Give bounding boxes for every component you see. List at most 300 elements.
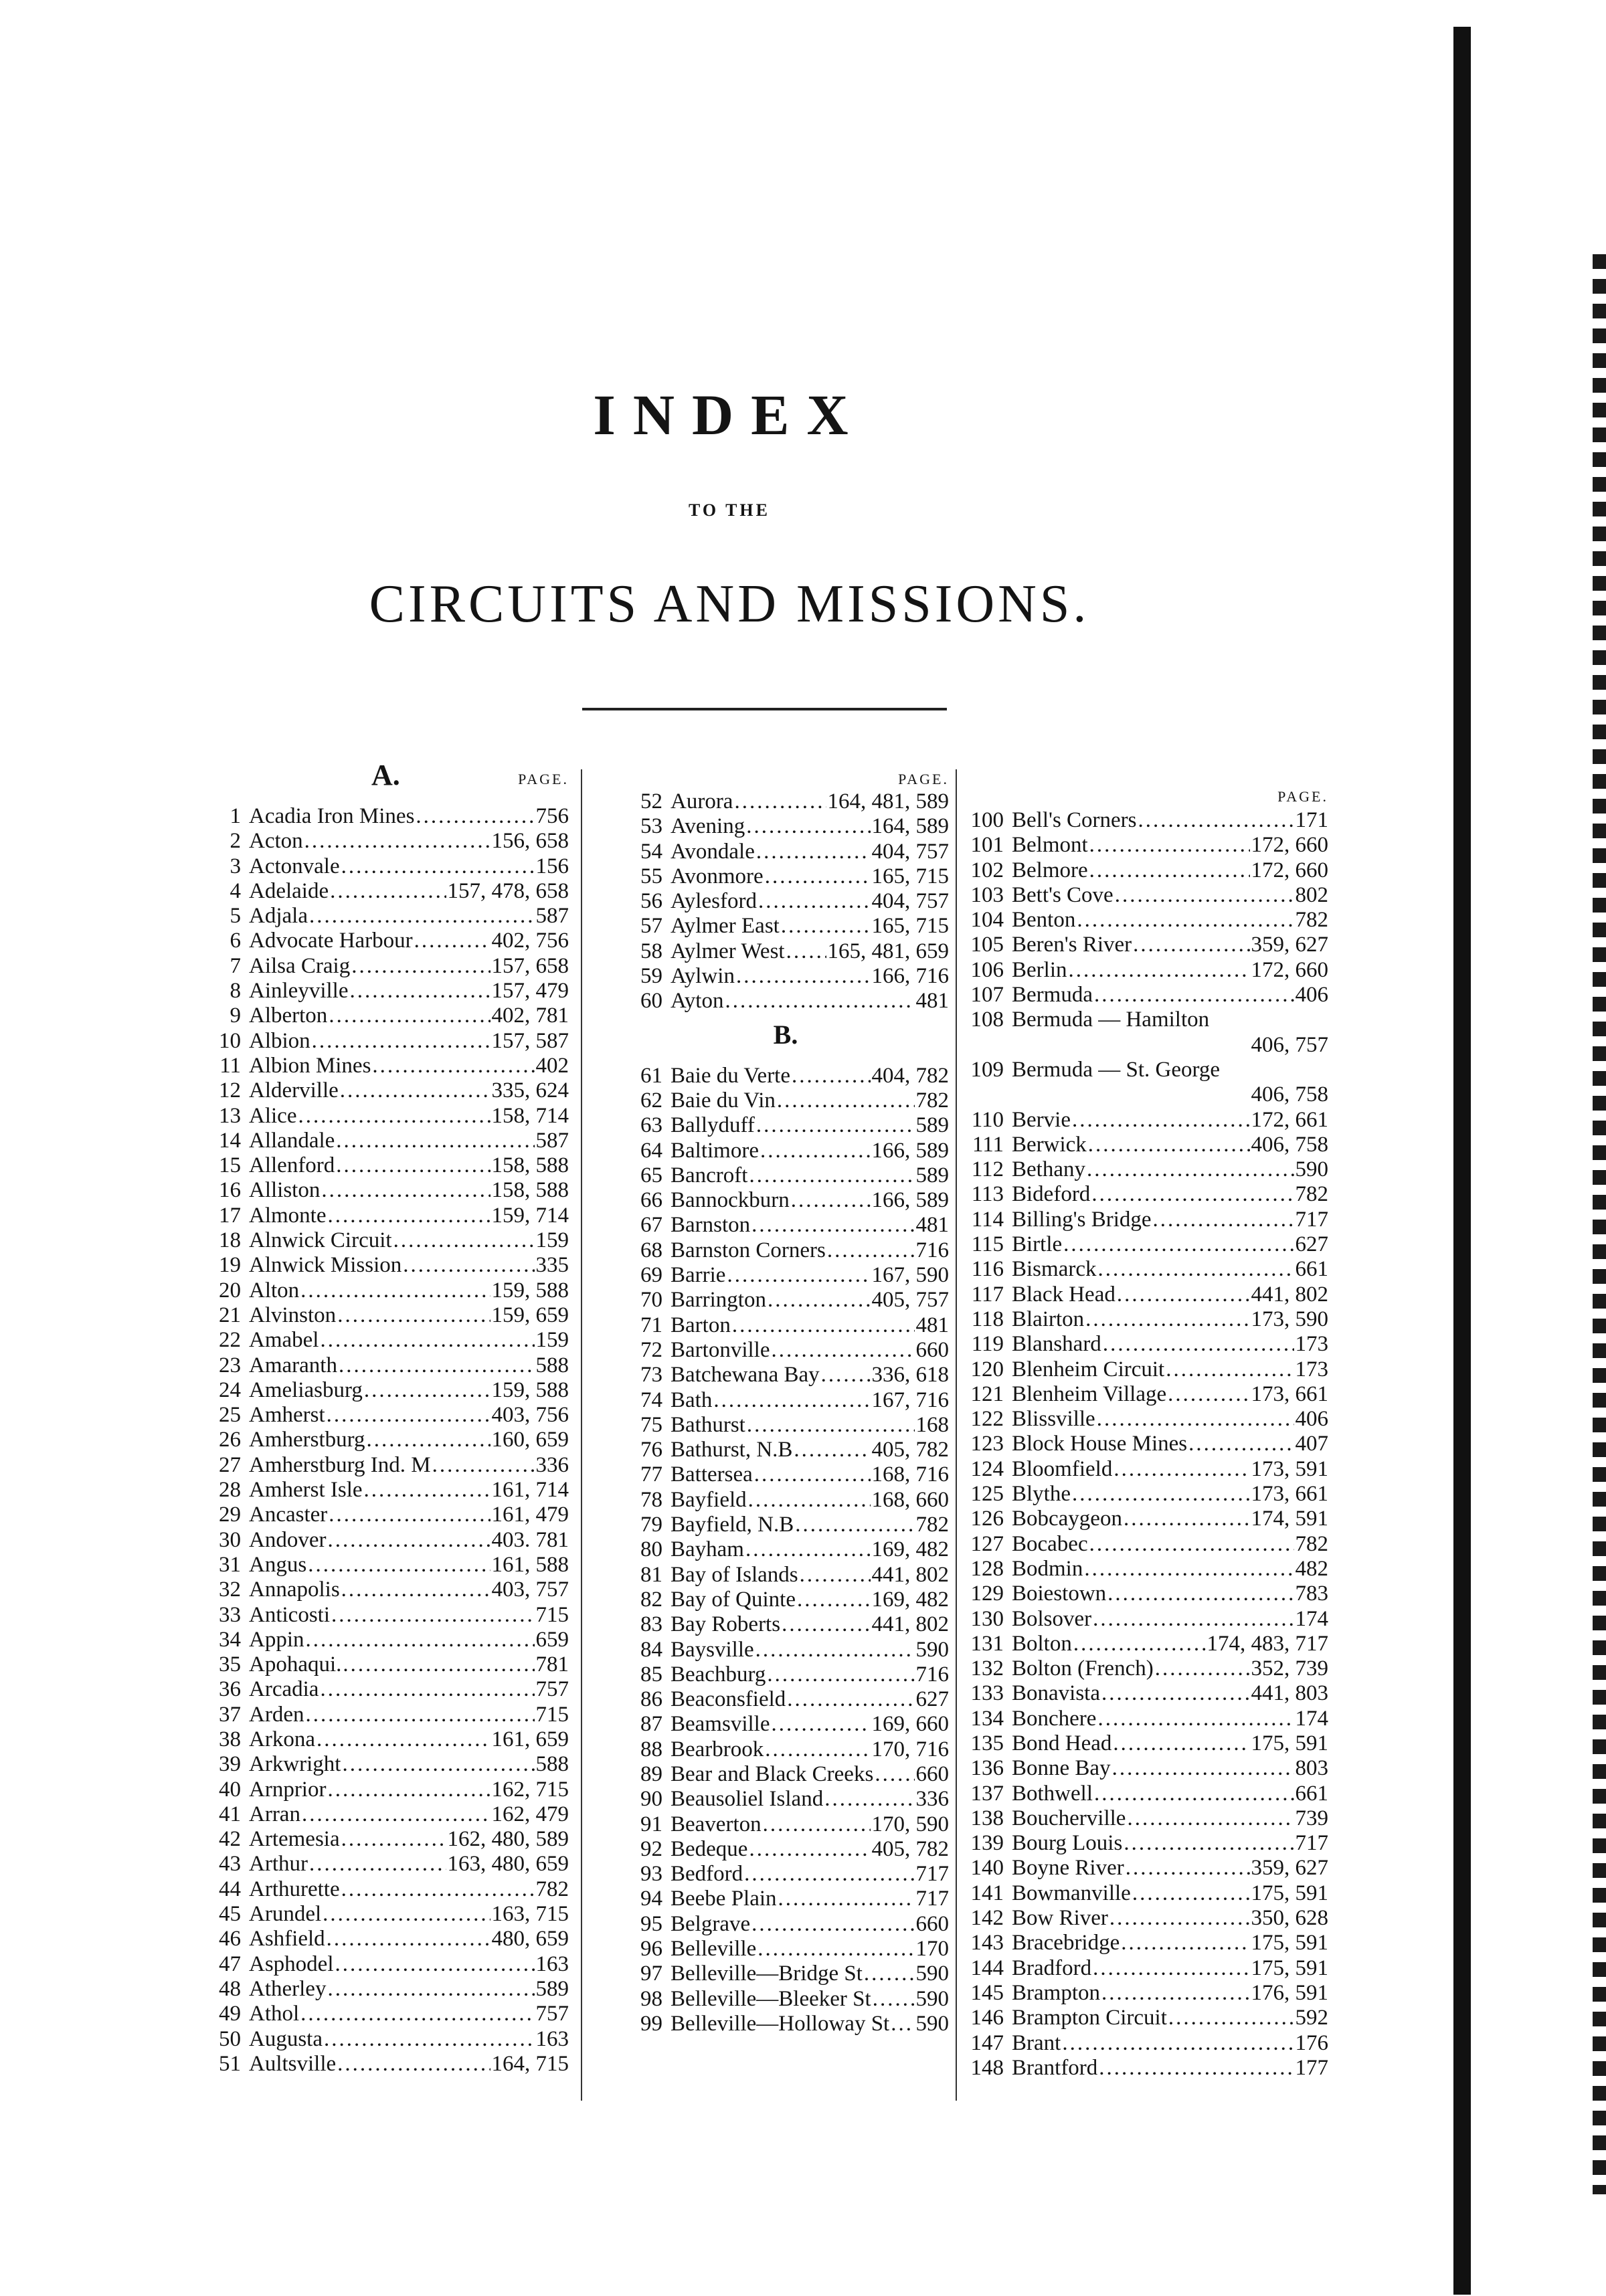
leader-dots [765,864,871,889]
entry-place-name: Baie du Verte [671,1063,791,1088]
entry-page-numbers: 175, 591 [1251,1931,1328,1955]
entry-page-numbers: 170, 716 [871,1737,949,1761]
index-entry [622,964,949,989]
entry-page-numbers: 715 [535,1702,569,1727]
leader-dots [1073,1632,1206,1656]
index-entry [201,1078,569,1103]
index-entry [622,1438,949,1462]
leader-dots [1084,1557,1293,1582]
entry-number: 2 [230,829,241,854]
leader-dots [330,879,446,904]
entry-number: 78 [640,1487,662,1512]
entry-page-numbers: 173 [1295,1332,1328,1357]
entry-number: 133 [970,1681,1004,1706]
leader-dots [341,1877,535,1902]
index-entry [622,789,949,814]
entry-page-numbers: 359, 627 [1251,1856,1328,1881]
index-entry [201,1029,569,1054]
entry-number: 123 [970,1432,1004,1456]
index-entry [622,1762,949,1787]
index-entry [964,933,1328,957]
entry-page-numbers: 158, 714 [491,1103,569,1128]
entry-number: 12 [219,1078,241,1103]
leader-dots [304,829,490,854]
leader-dots [749,1837,870,1862]
entry-number: 63 [640,1113,662,1138]
leader-dots [327,1528,490,1553]
entry-place-name: Brampton [1012,1980,1100,2005]
entry-place-name: Bond Head [1012,1731,1112,1755]
entry-place-name: Bideford [1012,1182,1091,1207]
entry-page-numbers: 402, 756 [491,929,569,953]
leader-dots [787,1687,914,1712]
entry-number: 105 [970,933,1004,957]
entry-number: 20 [219,1278,241,1303]
entry-number: 126 [970,1507,1004,1531]
entry-page-numbers: 166, 589 [871,1188,949,1213]
entry-number: 19 [219,1253,241,1278]
section-letter-b: B. [773,1019,798,1050]
entry-number: 135 [970,1731,1004,1755]
entry-page-numbers: 441, 802 [1251,1282,1328,1307]
entry-place-name: Barnston [671,1213,751,1238]
entry-place-name: Aylmer West [671,939,785,963]
index-entry [622,1588,949,1612]
index-entry [964,1981,1328,2006]
entry-page-numbers: 163 [535,2026,569,2051]
entry-page-numbers: 756 [535,804,569,828]
entry-page-numbers: 159, 714 [491,1203,569,1228]
index-entry [201,1153,569,1178]
index-entry [622,1638,949,1662]
entry-number: 131 [970,1631,1004,1656]
entry-page-numbers: 173, 591 [1251,1456,1328,1481]
entry-place-name: Beachburg [671,1662,766,1687]
leader-dots [403,1253,534,1278]
entry-place-name: Bayfield [671,1487,747,1512]
entry-number: 48 [219,1976,241,2001]
entry-page-numbers: 402 [535,1053,569,1078]
entry-number: 75 [640,1412,662,1437]
index-entry [964,1432,1328,1456]
entry-place-name: Adelaide [249,878,329,903]
entry-number: 145 [970,1980,1004,2005]
leader-dots [372,1054,534,1078]
entry-number: 86 [640,1687,662,1712]
entry-number: 129 [970,1582,1004,1606]
entry-number: 139 [970,1831,1004,1856]
index-entry [201,1727,569,1752]
leader-dots [335,1952,535,1977]
entry-page-numbers: 173, 661 [1251,1482,1328,1507]
entry-page-numbers: 336 [535,1452,569,1477]
entry-place-name: Arkona [249,1727,315,1751]
index-entry [964,1582,1328,1606]
entry-number: 130 [970,1606,1004,1631]
index-entry [622,1388,949,1413]
leader-dots [1168,2006,1294,2030]
index-entry [201,1453,569,1478]
leader-dots [1188,1432,1293,1456]
entry-page-numbers: 156 [535,854,569,878]
entry-number: 45 [219,1902,241,1927]
entry-page-numbers: 717 [1295,1207,1328,1232]
entry-number: 9 [230,1003,241,1028]
entry-place-name: Bell's Corners [1012,808,1137,832]
entry-place-name: Ainleyville [249,979,349,1003]
entry-page-numbers: 802 [1295,882,1328,907]
entry-place-name: Barnston Corners [671,1238,826,1262]
entry-page-numbers: 172, 660 [1251,957,1328,982]
entry-place-name: Belleville—Bleeker St [671,1986,871,2011]
index-entry [964,2031,1328,2056]
entry-place-name: Ailsa Craig [249,953,351,978]
entry-place-name: Beebe Plain [671,1887,777,1911]
index-entry [201,1677,569,1702]
entry-number: 109 [970,1057,1004,1082]
page-column-header: PAGE. [518,771,569,787]
index-entry [622,814,949,839]
index-entry [622,1139,949,1163]
entry-place-name: Aylwin [671,964,735,989]
entry-number: 101 [970,833,1004,858]
leader-dots [300,1278,490,1303]
index-entry [201,1902,569,1927]
entry-page-numbers: 406 [1295,983,1328,1008]
entry-page-numbers: 165, 715 [871,914,949,939]
entry-place-name: Acadia Iron Mines [249,804,415,828]
leader-dots [1093,1607,1293,1632]
page-title: INDEX [593,383,866,447]
entry-page-numbers: 405, 782 [871,1836,949,1861]
entry-place-name: Andover [249,1527,327,1552]
leader-dots [778,1887,915,1911]
entry-page-numbers: 406 [1295,1407,1328,1432]
entry-page-numbers: 159, 588 [491,1278,569,1303]
entry-number: 66 [640,1188,662,1213]
leader-dots [308,1553,490,1577]
entry-place-name: Arundel [249,1902,322,1927]
title-divider [582,708,947,710]
entry-number: 137 [970,1781,1004,1806]
entry-number: 65 [640,1163,662,1187]
leader-dots [1097,1707,1293,1731]
entry-place-name: Arkwright [249,1752,341,1777]
entry-place-name: Bett's Cove [1012,882,1113,907]
index-entry [201,1129,569,1153]
entry-page-numbers: 661 [1295,1781,1328,1806]
entry-number: 134 [970,1706,1004,1731]
entry-page-numbers: 171 [1295,808,1328,832]
index-entry [201,979,569,1003]
leader-dots [364,1378,490,1403]
leader-dots [777,1088,915,1113]
entry-page-numbers: 335 [535,1253,569,1278]
entry-number: 51 [219,2051,241,2076]
leader-dots [320,1328,534,1353]
entry-place-name: Boucherville [1012,1806,1126,1830]
entry-page-numbers: 164, 481, 589 [827,789,949,814]
entry-place-name: Aylmer East [671,914,780,939]
entry-number: 44 [219,1877,241,1901]
entry-page-numbers: 162, 479 [491,1802,569,1826]
entry-page-numbers: 167, 716 [871,1388,949,1412]
entry-page-numbers: 170, 590 [871,1812,949,1836]
index-entry [964,1457,1328,1482]
leader-dots [1097,1407,1294,1432]
index-entry [622,1812,949,1837]
leader-dots [342,1752,534,1777]
index-entry [622,1113,949,1138]
leader-dots [1094,1782,1294,1806]
entry-number: 70 [640,1288,662,1313]
entry-number: 31 [219,1552,241,1577]
leader-dots [1097,1257,1293,1282]
index-entry [964,1332,1328,1357]
entry-place-name: Acton [249,829,303,854]
entry-page-numbers: 405, 782 [871,1438,949,1462]
entry-page-numbers: 169, 660 [871,1712,949,1737]
entry-place-name: Bermuda — Hamilton [1012,1008,1210,1032]
index-entry [964,1607,1328,1632]
entry-page-numbers: 739 [1295,1806,1328,1830]
leader-dots [792,1064,870,1088]
index-entry [964,1133,1328,1157]
entry-page-numbers: 175, 591 [1251,1955,1328,1980]
entry-number: 47 [219,1951,241,1976]
leader-dots [1087,1157,1294,1182]
leader-dots [1153,1208,1294,1232]
entry-number: 55 [640,864,662,888]
entry-place-name: Allenford [249,1153,335,1178]
entry-number: 99 [640,2011,662,2036]
index-entry [622,1338,949,1363]
index-entry [201,1603,569,1628]
entry-number: 73 [640,1363,662,1388]
entry-place-name: Benton [1012,908,1076,933]
index-entry [622,1787,949,1812]
leader-dots [1068,958,1249,983]
leader-dots [336,1153,490,1178]
leader-dots [873,1987,915,2012]
leader-dots [757,1937,914,1962]
leader-dots [755,1638,915,1662]
leader-dots [1101,1981,1250,2006]
entry-number: 94 [640,1887,662,1911]
index-entry [964,1257,1328,1282]
entry-place-name: Bethany [1012,1157,1085,1182]
entry-number: 113 [971,1182,1004,1207]
entry-page-numbers: 159, 659 [491,1303,569,1327]
index-entry [201,1204,569,1228]
entry-place-name: Arthur [249,1852,308,1877]
entry-place-name: Birtle [1012,1232,1063,1257]
entry-page-numbers: 168, 660 [871,1487,949,1512]
entry-number: 121 [970,1381,1004,1406]
entry-place-name: Bannockburn [671,1188,790,1213]
entry-page-numbers: 164, 715 [491,2051,569,2076]
entry-place-name: Bedeque [671,1836,748,1861]
index-entry [964,1407,1328,1432]
entry-page-numbers: 161, 588 [491,1552,569,1577]
entry-page-numbers: 172, 660 [1251,833,1328,858]
entry-place-name: Bodmin [1012,1556,1083,1581]
entry-page-numbers: 592 [1295,2006,1328,2030]
leader-dots [1126,1856,1250,1881]
index-entry [201,1428,569,1452]
leader-dots [327,1403,490,1428]
entry-place-name: Anticosti [249,1602,330,1627]
entry-page-numbers: 481 [915,989,949,1014]
entry-page-numbers: 589 [915,1163,949,1187]
entry-page-numbers: 336, 618 [871,1363,949,1388]
index-entry [201,1827,569,1852]
entry-place-name: Batchewana Bay [671,1363,820,1388]
entry-place-name: Artemesia [249,1827,340,1852]
leader-dots [754,1462,871,1487]
entry-page-numbers: 803 [1295,1756,1328,1781]
entry-place-name: Aultsville [249,2051,337,2076]
index-entry [201,1927,569,1951]
entry-page-numbers: 157, 478, 658 [447,878,569,903]
entry-page-numbers: 407 [1295,1432,1328,1456]
entry-page-numbers: 660 [915,1761,949,1786]
entry-place-name: Bervie [1012,1107,1071,1132]
index-entry [201,1703,569,1727]
index-entry [201,1652,569,1677]
page-column-header: PAGE. [1277,788,1328,805]
entry-page-numbers: 159 [535,1228,569,1253]
entry-number: 93 [640,1862,662,1887]
leader-dots [1099,2056,1293,2081]
leader-dots [1072,1108,1250,1133]
index-entry [622,1862,949,1887]
entry-place-name: Bay of Islands [671,1562,798,1587]
index-entry [964,883,1328,908]
leader-dots [1089,858,1250,883]
leader-dots [1117,1282,1250,1307]
entry-place-name: Apohaqui. [249,1652,342,1677]
index-entry [201,1877,569,1902]
entry-place-name: Beaverton [671,1812,762,1836]
leader-dots [1121,1931,1249,1955]
entry-place-name: Alliston [249,1178,321,1203]
entry-number: 72 [640,1337,662,1362]
index-entry [622,2012,949,2036]
index-entry [201,1228,569,1253]
entry-place-name: Amabel [249,1328,319,1353]
entry-page-numbers: 404, 757 [871,839,949,864]
index-entry [201,854,569,879]
entry-page-numbers: 161, 659 [491,1727,569,1751]
leader-dots [432,1453,535,1478]
entry-place-name: Blythe [1012,1482,1071,1507]
index-entry [964,808,1328,833]
entry-page-numbers: 717 [1295,1831,1328,1856]
entry-place-name: Belleville [671,1937,757,1962]
index-entry [201,1278,569,1303]
entry-page-numbers: 165, 481, 659 [827,939,949,963]
entry-page-numbers: 173, 590 [1251,1307,1328,1331]
entry-page-numbers: 782 [1295,908,1328,933]
entry-page-numbers: 162, 715 [491,1777,569,1802]
leader-dots [891,2012,914,2036]
entry-page-numbers: 757 [535,2002,569,2026]
entry-number: 39 [219,1752,241,1777]
entry-place-name: Avonmore [671,864,764,888]
entry-page-numbers: 406, 758 [1251,1082,1328,1107]
entry-place-name: Brant [1012,2030,1061,2055]
index-entry [201,1054,569,1078]
leader-dots [1103,1332,1294,1357]
entry-number: 53 [640,814,662,839]
entry-number: 141 [970,1881,1004,1905]
entry-page-numbers: 590 [915,2011,949,2036]
entry-place-name: Black Head [1012,1282,1116,1307]
entry-number: 61 [640,1063,662,1088]
index-entry [622,1687,949,1712]
entry-place-name: Bolton [1012,1631,1072,1656]
index-entry [622,989,949,1014]
index-entry [201,1003,569,1028]
entry-place-name: Barton [671,1313,731,1337]
leader-dots [713,1388,870,1413]
leader-dots [327,1927,490,1951]
leader-dots [1094,983,1294,1008]
entry-number: 46 [219,1927,241,1951]
adjacent-page-edge [1593,254,1606,2194]
index-entry [964,1931,1328,1955]
entry-number: 50 [219,2026,241,2051]
leader-dots [343,1652,534,1677]
index-entry [964,1956,1328,1981]
entry-place-name: Bourg Louis [1012,1831,1123,1856]
entry-page-numbers: 158, 588 [491,1153,569,1178]
entry-place-name: Amherst [249,1403,325,1428]
entry-place-name: Alton [249,1278,300,1303]
leader-dots [309,1852,446,1877]
index-entry [201,1503,569,1527]
index-entry [201,1328,569,1353]
entry-place-name: Arran [249,1802,300,1826]
index-entry [964,1108,1328,1133]
entry-page-numbers: 660 [915,1911,949,1936]
entry-place-name: Avondale [671,839,755,864]
leader-dots [758,889,871,914]
leader-dots [736,964,871,989]
entry-number: 43 [219,1852,241,1877]
index-entry [622,1887,949,1911]
entry-number: 1 [230,804,241,828]
index-entry [201,1802,569,1827]
entry-page-numbers: 157, 479 [491,979,569,1003]
index-entry [622,1987,949,2012]
entry-number: 7 [230,953,241,978]
leader-dots [824,1787,914,1812]
leader-dots [351,954,490,979]
entry-place-name: Bathurst, N.B [671,1438,793,1462]
index-entry [622,1238,949,1263]
entry-number: 64 [640,1138,662,1163]
entry-number: 125 [970,1482,1004,1507]
index-entry [964,1482,1328,1507]
leader-dots [746,814,870,839]
entry-number: 35 [219,1652,241,1677]
entry-number: 57 [640,914,662,939]
entry-number: 98 [640,1986,662,2011]
leader-dots [1113,1457,1249,1482]
entry-page-numbers: 161, 714 [491,1478,569,1503]
